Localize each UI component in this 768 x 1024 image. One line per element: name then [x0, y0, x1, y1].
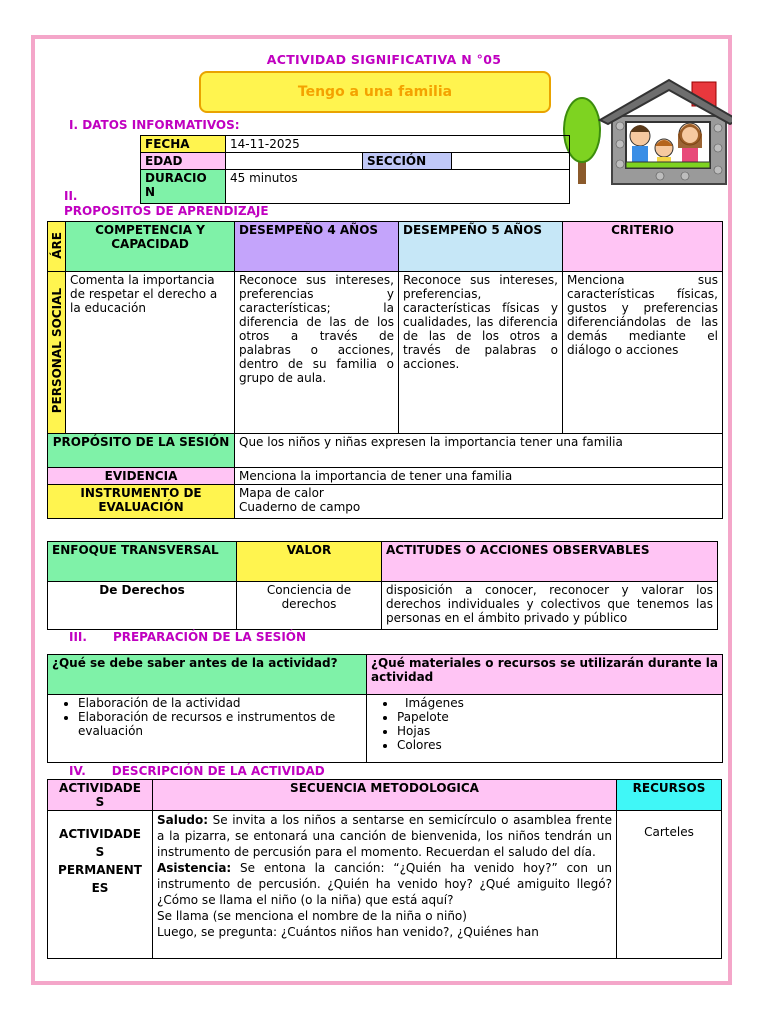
criterio-header: CRITERIO	[563, 222, 723, 272]
question-materiales: ¿Qué materiales o recursos se utilizarán durante la actividad	[367, 655, 723, 695]
section-heading-descripcion: IV. DESCRIPCIÓN DE LA ACTIVIDAD	[69, 764, 325, 778]
actividades-permanentes-label: ACTIVIDADE S PERMANENT ES	[48, 811, 153, 959]
actitudes-header: ACTITUDES O ACCIONES OBSERVABLES	[382, 542, 718, 582]
desempeno4-cell: Reconoce sus intereses, preferencias y características; la diferencia de las de los otros a través de palabras o acciones, dentro de su familia o grupo de aula.	[235, 272, 399, 434]
evidencia-value: Menciona la importancia de tener una familia	[235, 468, 723, 485]
enfoque-table	[47, 541, 718, 630]
list-item: • Hojas	[397, 724, 718, 738]
competencia-cell: Comenta la importancia de respetar el derecho a la educación	[66, 272, 235, 434]
evidencia-label: EVIDENCIA	[48, 468, 235, 485]
fecha-label: FECHA	[141, 136, 226, 153]
enfoque-header: ENFOQUE TRANSVERSAL	[48, 542, 237, 582]
question-saber: ¿Qué se debe saber antes de la actividad?	[48, 655, 367, 695]
fecha-value: 14-11-2025	[226, 136, 570, 153]
recursos-cell: Carteles	[617, 811, 722, 959]
seccion-value	[452, 153, 570, 170]
valor-cell: Conciencia de derechos	[237, 582, 382, 630]
section-heading-propositos: II. PROPOSITOS DE APRENDIZAJE	[64, 189, 269, 218]
secuencia-header: SECUENCIA METODOLOGICA	[153, 780, 617, 811]
saber-list-cell	[48, 695, 367, 763]
list-item: • Elaboración de recursos e instrumentos de evaluación	[78, 710, 362, 738]
desempeno5-cell: Reconoce sus intereses, preferencias, características físicas y cualidades, las diferencia de las de los otros a través de palabras o acciones.	[399, 272, 563, 434]
activity-title: Tengo a una familia	[199, 71, 551, 113]
actividades-header: ACTIVIDADE S	[48, 780, 153, 811]
list-item: • Imágenes	[397, 696, 718, 710]
desempeno4-header: DESEMPEÑO 4 AÑOS	[235, 222, 399, 272]
area-cell: PERSONAL SOCIAL	[48, 272, 66, 434]
area-header: ÁRE	[48, 222, 66, 272]
competencia-header: COMPETENCIA Y CAPACIDAD	[66, 222, 235, 272]
enfoque-cell: De Derechos	[48, 582, 237, 630]
duracion-label: DURACIO N	[141, 170, 226, 204]
descripcion-table	[47, 779, 722, 959]
instrumento-label: INSTRUMENTO DE EVALUACIÓN	[48, 485, 235, 519]
materiales-list-cell	[367, 695, 723, 763]
preparacion-table	[47, 654, 723, 763]
edad-value	[226, 153, 363, 170]
recursos-header: RECURSOS	[617, 780, 722, 811]
activity-number: ACTIVIDAD SIGNIFICATIVA N °05	[266, 52, 502, 67]
list-item: • Elaboración de la actividad	[78, 696, 362, 710]
edad-label: EDAD	[141, 153, 226, 170]
list-item: • Colores	[397, 738, 718, 752]
actitudes-cell: disposición a conocer, reconocer y valorar los derechos individuales y colectivos que tenemos las personas en el ámbito privado y público	[382, 582, 718, 630]
secuencia-cell: Saludo: Se invita a los niños a sentarse en semicírculo o asamblea frente a la pizarra, se entonará una canción de bienvenida, los niños tendrán un instrumento de percusión para el momento. Recuerdan el saludo del día. Asistencia: Se entona la canción: “¿Quién ha venido hoy?” con un instrumento de percusión. ¿Quién ha venido hoy? ¿Qué amiguito llegó? ¿Cómo se llama el niño (o la niña) que está aquí? Se llama (se menciona el nombre de la niña o niño) Luego, se pregunta: ¿Cuántos niños han venido?, ¿Quiénes han	[153, 811, 617, 959]
proposito-label: PROPÓSITO DE LA SESIÓN	[48, 434, 235, 468]
valor-header: VALOR	[237, 542, 382, 582]
desempeno5-header: DESEMPEÑO 5 AÑOS	[399, 222, 563, 272]
section-heading-preparacion: III. PREPARACIÓN DE LA SESIÓN	[69, 630, 307, 644]
house-family-icon	[560, 78, 732, 188]
proposito-value: Que los niños y niñas expresen la importancia tener una familia	[235, 434, 723, 468]
duracion-value: 45 minutos	[226, 170, 570, 204]
section-heading-datos: I. DATOS INFORMATIVOS:	[69, 118, 240, 132]
seccion-label: SECCIÓN	[363, 153, 452, 170]
instrumento-value: Mapa de calor Cuaderno de campo	[235, 485, 723, 519]
list-item: • Papelote	[397, 710, 718, 724]
propositos-table	[47, 221, 723, 519]
criterio-cell: Menciona sus características físicas, gustos y preferencias diferenciándolas de las demás mediante el diálogo o acciones	[563, 272, 723, 434]
